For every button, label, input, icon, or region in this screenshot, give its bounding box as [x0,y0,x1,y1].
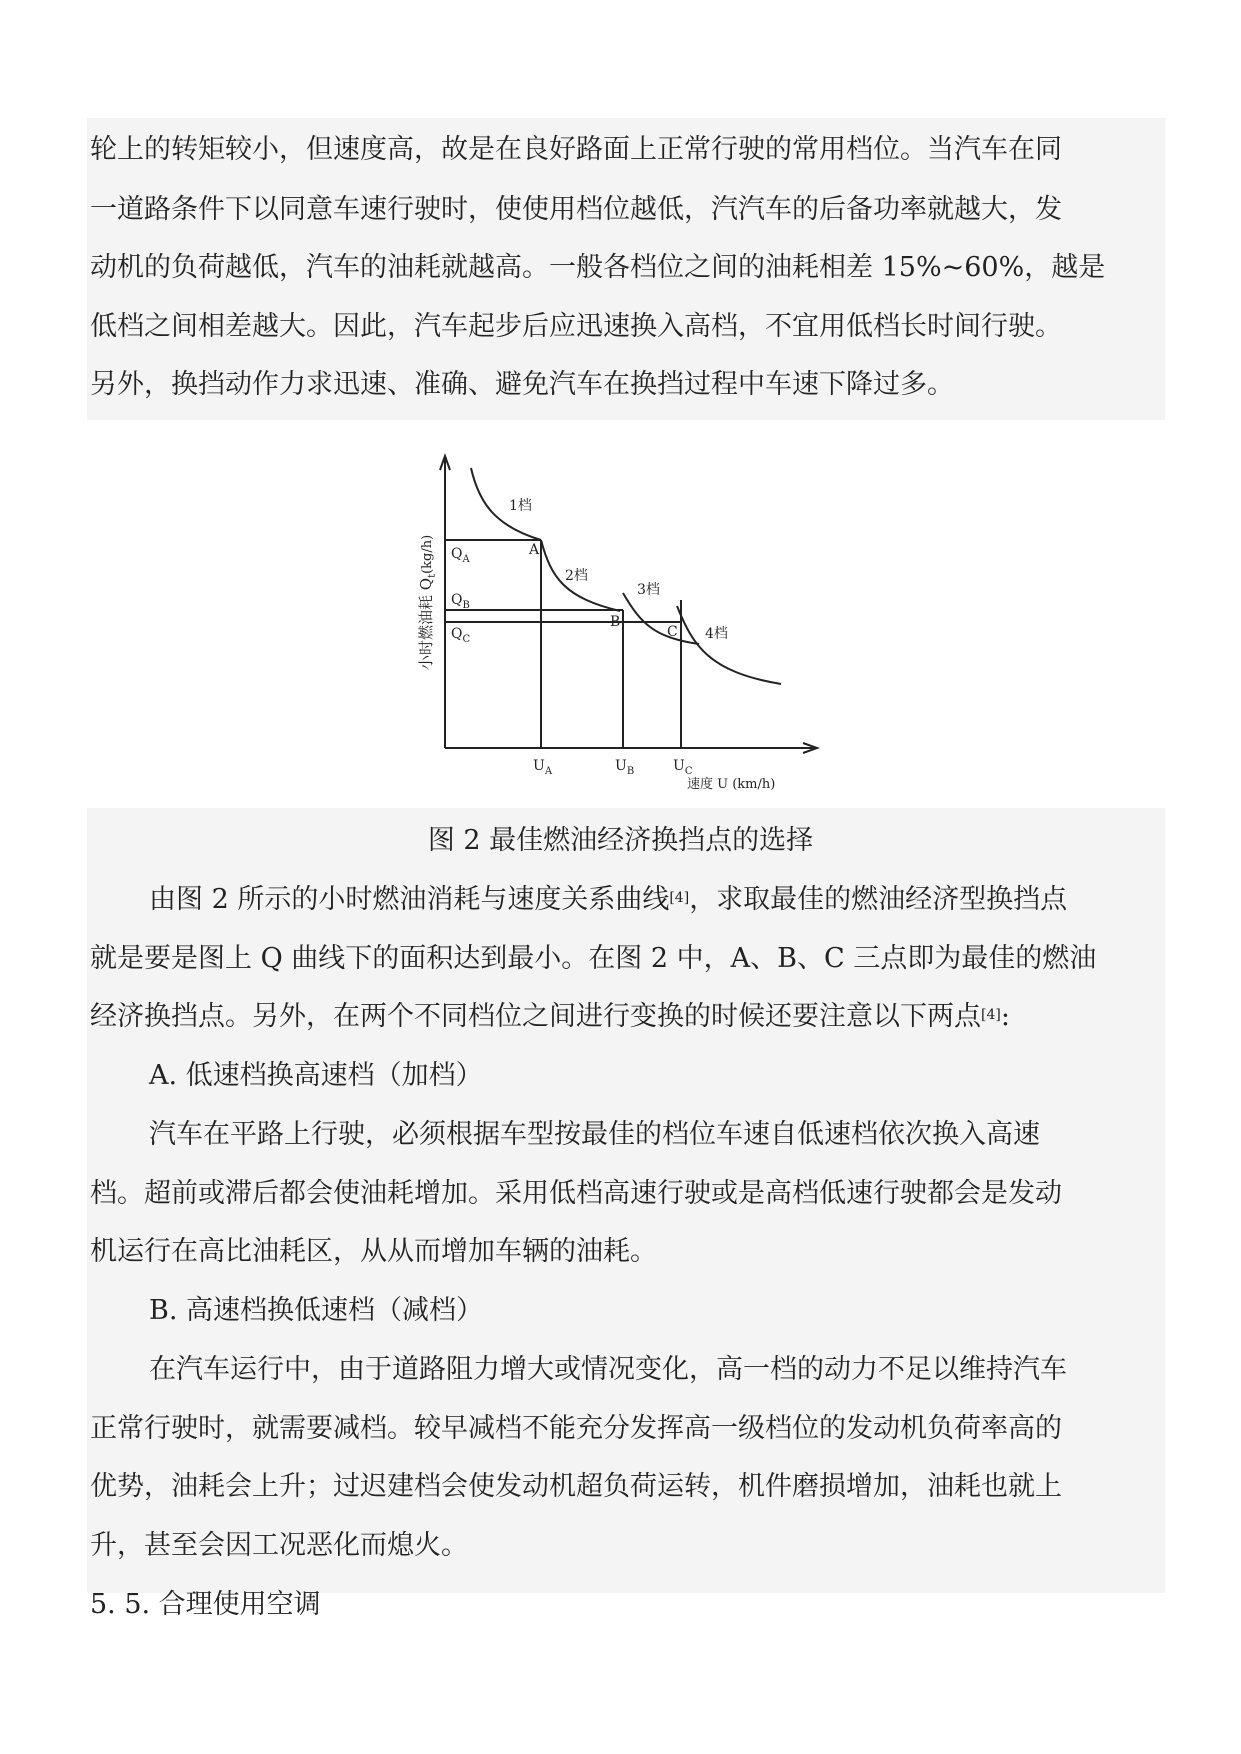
uc-label: $U_C$ [673,758,693,777]
paragraph-line: 就是要是图上 Q 曲线下的面积达到最小。在图 2 中，A、B、C 三点即为最佳的燃油 [90,943,1097,974]
gear4-label: 4档 [705,626,728,642]
paragraph-line: 低档之间相差越大。因此，汽车起步后应迅速换入高档，不宜用低档长时间行驶。 [90,311,1062,342]
subheading-a: A. 低速档换高速档（加档） [149,1060,483,1091]
ua-label: $U_A$ [533,758,553,777]
gear1-label: 1档 [509,498,532,514]
y-axis-label: 小时燃油耗 $Q_t(kg/h)$ [417,534,438,670]
figure-caption: 图 2 最佳燃油经济换挡点的选择 [427,825,814,856]
reference-mark: [4] [669,890,690,906]
gear2-label: 2档 [565,568,588,584]
paragraph-line: 一道路条件下以同意车速行驶时，使使用档位越低，汽汽车的后备功率就越大，发 [90,194,1062,225]
paragraph-line: 经济换挡点。另外，在两个不同档位之间进行变换的时候还要注意以下两点[4]: [90,1001,1010,1032]
point-label-b: B [610,614,621,630]
paragraph-line: 升，甚至会因工况恶化而熄火。 [90,1530,468,1561]
paragraph-line: 汽车在平路上行驶，必须根据车型按最佳的档位车速自低速档依次换入高速 [149,1119,1040,1150]
paragraph-line: 正常行驶时，就需要减档。较早减档不能充分发挥高一级档位的发动机负荷率高的 [90,1413,1062,1444]
gear3-curve [623,593,699,644]
qa-label: $Q_A$ [451,546,470,565]
paragraph-line: 轮上的转矩较小，但速度高，故是在良好路面上正常行驶的常用档位。当汽车在同 [90,134,1062,165]
qc-label: $Q_C$ [451,626,471,645]
paragraph-line: 优势，油耗会上升；过迟建档会使发动机超负荷运转，机件磨损增加，油耗也就上 [90,1471,1062,1502]
gear3-label: 3档 [637,582,660,598]
reference-mark: [4] [981,1007,1001,1023]
paragraph-line: 另外，换挡动作力求迅速、准确、避免汽车在换挡过程中车速下降过多。 [90,369,954,400]
ub-label: $U_B$ [615,758,635,777]
paragraph-line: 在汽车运行中，由于道路阻力增大或情况变化，高一档的动力不足以维持汽车 [149,1354,1067,1385]
point-label-a: A [529,542,540,558]
subheading-b: B. 高速档换低速档（减档） [149,1295,484,1326]
x-axis-label: 速度 U (km/h) [687,777,776,792]
point-label-c: C [667,624,678,640]
fuel-consumption-figure [405,448,845,808]
section-heading: 5. 5. 合理使用空调 [90,1589,321,1620]
paragraph-line: 档。超前或滞后都会使油耗增加。采用低档高速行驶或是高档低速行驶都会是发动 [90,1178,1062,1209]
paragraph-line: 由图 2 所示的小时燃油消耗与速度关系曲线[4]，求取最佳的燃油经济型换挡点 [149,884,1068,915]
paragraph-line: 机运行在高比油耗区，从从而增加车辆的油耗。 [90,1236,657,1267]
paragraph-line: 动机的负荷越低，汽车的油耗就越高。一般各档位之间的油耗相差 15%~60%，越是 [90,252,1106,283]
gear4-curve [677,606,781,684]
qb-label: $Q_B$ [451,592,470,611]
